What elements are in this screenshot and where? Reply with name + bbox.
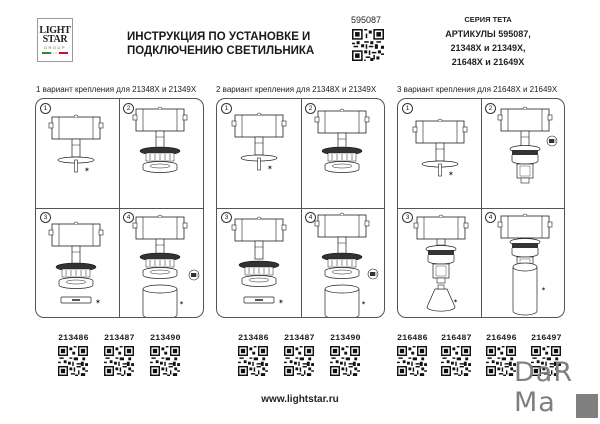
step-number-1: 1 [402, 103, 413, 114]
watermark-line2: Ma [514, 387, 556, 418]
qr-code-213486-v2[interactable] [238, 346, 268, 376]
qr-code-213487-v2[interactable] [284, 346, 314, 376]
document-title [127, 30, 314, 58]
installation-panel-2 [216, 98, 385, 318]
step-number-4: 4 [485, 212, 496, 223]
qr-code-icon [150, 346, 180, 376]
darma-watermark [514, 358, 600, 424]
qr-label: 216497 [531, 333, 562, 343]
qr-code-icon [330, 346, 360, 376]
step-number-3: 3 [221, 212, 232, 223]
qr-label: 213490 [330, 333, 361, 343]
step-number-3: 3 [402, 212, 413, 223]
qr-code-216496[interactable] [486, 346, 516, 376]
step-number-2: 2 [305, 103, 316, 114]
qr-label: 213486 [58, 333, 89, 343]
step-number-4: 4 [305, 212, 316, 223]
qr-label: 213490 [150, 333, 181, 343]
qr-code-icon [58, 346, 88, 376]
qr-code-icon [441, 346, 471, 376]
qr-code-213490-v1[interactable] [150, 346, 180, 376]
italian-flag-stripe [42, 52, 68, 54]
qr-code-icon [397, 346, 427, 376]
section-heading-3: 3 вариант крепления для 21648X и 21649X [397, 85, 558, 94]
qr-code-icon [486, 346, 516, 376]
step-number-3: 3 [40, 212, 51, 223]
section-heading-2: 2 вариант крепления для 21348X и 21349X [216, 85, 377, 94]
installation-panel-1 [35, 98, 204, 318]
step-number-1: 1 [221, 103, 232, 114]
qr-label: 213487 [104, 333, 135, 343]
installation-panel-3 [397, 98, 565, 318]
series-info [418, 15, 558, 69]
watermark-line1: DaR [514, 357, 574, 388]
logo-line3: GROUP [43, 45, 67, 50]
qr-code-main[interactable] [352, 29, 384, 61]
illustration-variant-3 [398, 99, 565, 318]
qr-code-icon [284, 346, 314, 376]
qr-code-216487[interactable] [441, 346, 471, 376]
step-number-2: 2 [123, 103, 134, 114]
step-number-4: 4 [123, 212, 134, 223]
qr-code-icon [352, 29, 384, 61]
qr-label: 216496 [486, 333, 517, 343]
articles-line1: АРТИКУЛЫ 595087, [445, 29, 531, 39]
title-line1: ИНСТРУКЦИЯ ПО УСТАНОВКЕ И [127, 31, 311, 43]
series-name: СЕРИЯ TETA [464, 15, 512, 24]
qr-code-213487-v1[interactable] [104, 346, 134, 376]
qr-label: 216487 [441, 333, 472, 343]
lightstar-logo [37, 18, 73, 62]
qr-code-icon [104, 346, 134, 376]
section-heading-1: 1 вариант крепления для 21348X и 21349X [36, 85, 197, 94]
illustration-variant-2 [217, 99, 385, 318]
qr-label: 213486 [238, 333, 269, 343]
articles-line2: 21348X и 21349X, [450, 43, 526, 53]
main-article-code: 595087 [351, 15, 382, 25]
step-number-2: 2 [485, 103, 496, 114]
qr-code-213486-v1[interactable] [58, 346, 88, 376]
qr-code-icon [238, 346, 268, 376]
watermark-square [576, 394, 598, 418]
illustration-variant-1 [36, 99, 204, 318]
qr-code-213490-v2[interactable] [330, 346, 360, 376]
logo-line1: LIGHT [39, 25, 71, 36]
articles-line3: 21648X и 21649X [451, 57, 525, 67]
qr-label: 213487 [284, 333, 315, 343]
step-number-1: 1 [40, 103, 51, 114]
website-link[interactable]: www.lightstar.ru [261, 394, 339, 405]
qr-label: 216486 [397, 333, 428, 343]
logo-line2: STAR [42, 34, 68, 45]
qr-code-216486[interactable] [397, 346, 427, 376]
title-line2: ПОДКЛЮЧЕНИЮ СВЕТИЛЬНИКА [127, 45, 315, 57]
